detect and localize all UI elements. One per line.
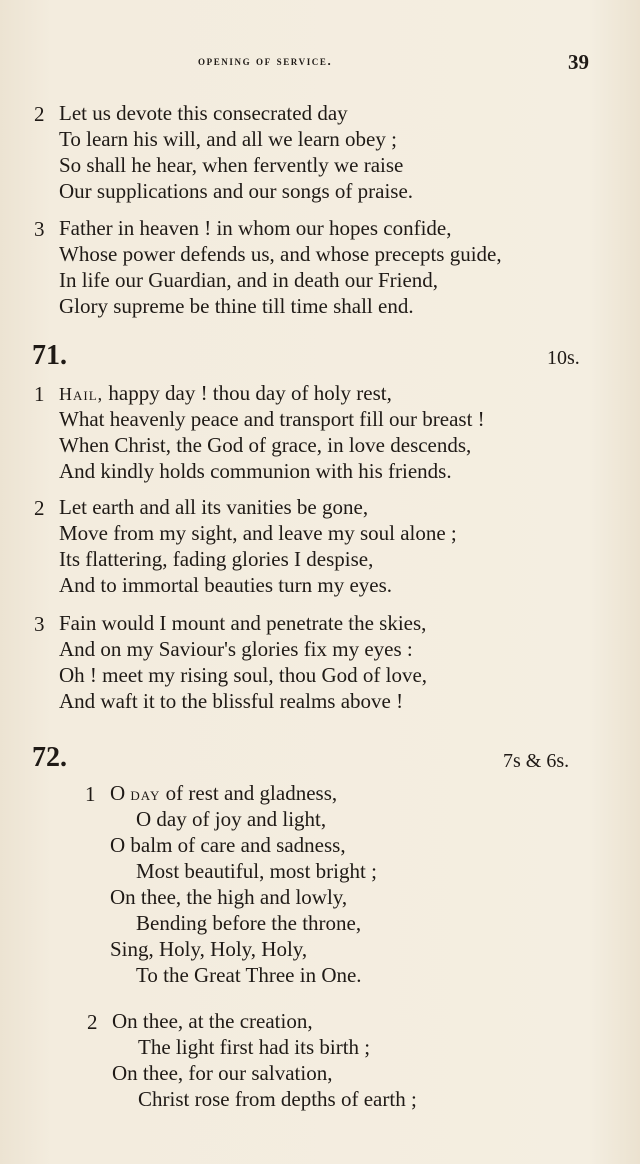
page-number: 39 — [568, 50, 589, 74]
verse-line: On thee, at the creation, — [112, 1009, 313, 1033]
verse-line: Fain would I mount and penetrate the skies, — [59, 611, 427, 635]
verse-number: 3 — [34, 217, 45, 241]
verse-line: Bending before the throne, — [136, 911, 362, 935]
first-word: O — [110, 781, 131, 805]
verse-line: The light first had its birth ; — [138, 1035, 371, 1059]
verse-line: Let us devote this consecrated day — [59, 101, 348, 125]
verse-number: 2 — [34, 496, 45, 520]
verse-line: And to immortal beauties turn my eyes. — [59, 573, 393, 597]
verse-number: 2 — [87, 1010, 98, 1034]
verse-line: So shall he hear, when fervently we raise — [59, 153, 404, 177]
running-title: opening of service. — [198, 53, 333, 68]
verse-line: Most beautiful, most bright ; — [136, 859, 377, 883]
first-line-rest: of rest and gladness, — [160, 781, 338, 805]
verse-line: In life our Guardian, and in death our Friend, — [59, 268, 439, 292]
verse-line: Move from my sight, and leave my soul alone ; — [59, 521, 457, 545]
verse-line — [110, 780, 337, 807]
verse-line: O day of joy and light, — [136, 807, 327, 831]
verse-line: Sing, Holy, Holy, Holy, — [110, 937, 308, 961]
verse-number: 1 — [85, 782, 96, 806]
hymn-71-number: 71. — [32, 340, 67, 371]
verse-number: 1 — [34, 382, 45, 406]
verse-number: 2 — [34, 102, 45, 126]
verse-line: Glory supreme be thine till time shall end. — [59, 294, 414, 318]
verse-number: 3 — [34, 612, 45, 636]
verse-line: Its flattering, fading glories I despise, — [59, 547, 374, 571]
verse-line: And waft it to the blissful realms above ! — [59, 689, 404, 713]
verse-line: To learn his will, and all we learn obey ; — [59, 127, 397, 151]
first-word-smallcaps: day — [130, 784, 161, 804]
verse-line: To the Great Three in One. — [136, 963, 362, 987]
verse-line: And kindly holds communion with his friends. — [59, 459, 452, 483]
first-line-rest: happy day ! thou day of holy rest, — [103, 381, 392, 405]
verse-line: Christ rose from depths of earth ; — [138, 1087, 417, 1111]
verse-line: On thee, for our salvation, — [112, 1061, 333, 1085]
verse-line: Whose power defends us, and whose precepts guide, — [59, 242, 502, 266]
verse-line: Oh ! meet my rising soul, thou God of love, — [59, 663, 428, 687]
verse-line: O balm of care and sadness, — [110, 833, 346, 857]
hymn-72-meter: 7s & 6s. — [503, 750, 570, 772]
verse-line — [59, 380, 392, 407]
verse-line: And on my Saviour's glories fix my eyes : — [59, 637, 413, 661]
page-header — [0, 50, 640, 74]
verse-line: Let earth and all its vanities be gone, — [59, 495, 369, 519]
verse-line: When Christ, the God of grace, in love descends, — [59, 433, 472, 457]
verse-line: Father in heaven ! in whom our hopes confide, — [59, 216, 452, 240]
verse-line: Our supplications and our songs of praise. — [59, 179, 414, 203]
hymn-71-meter: 10s. — [547, 347, 580, 369]
first-word-smallcaps: Hail, — [59, 384, 104, 404]
verse-line: What heavenly peace and transport fill our breast ! — [59, 407, 485, 431]
verse-line: On thee, the high and lowly, — [110, 885, 348, 909]
hymn-72-number: 72. — [32, 742, 67, 773]
